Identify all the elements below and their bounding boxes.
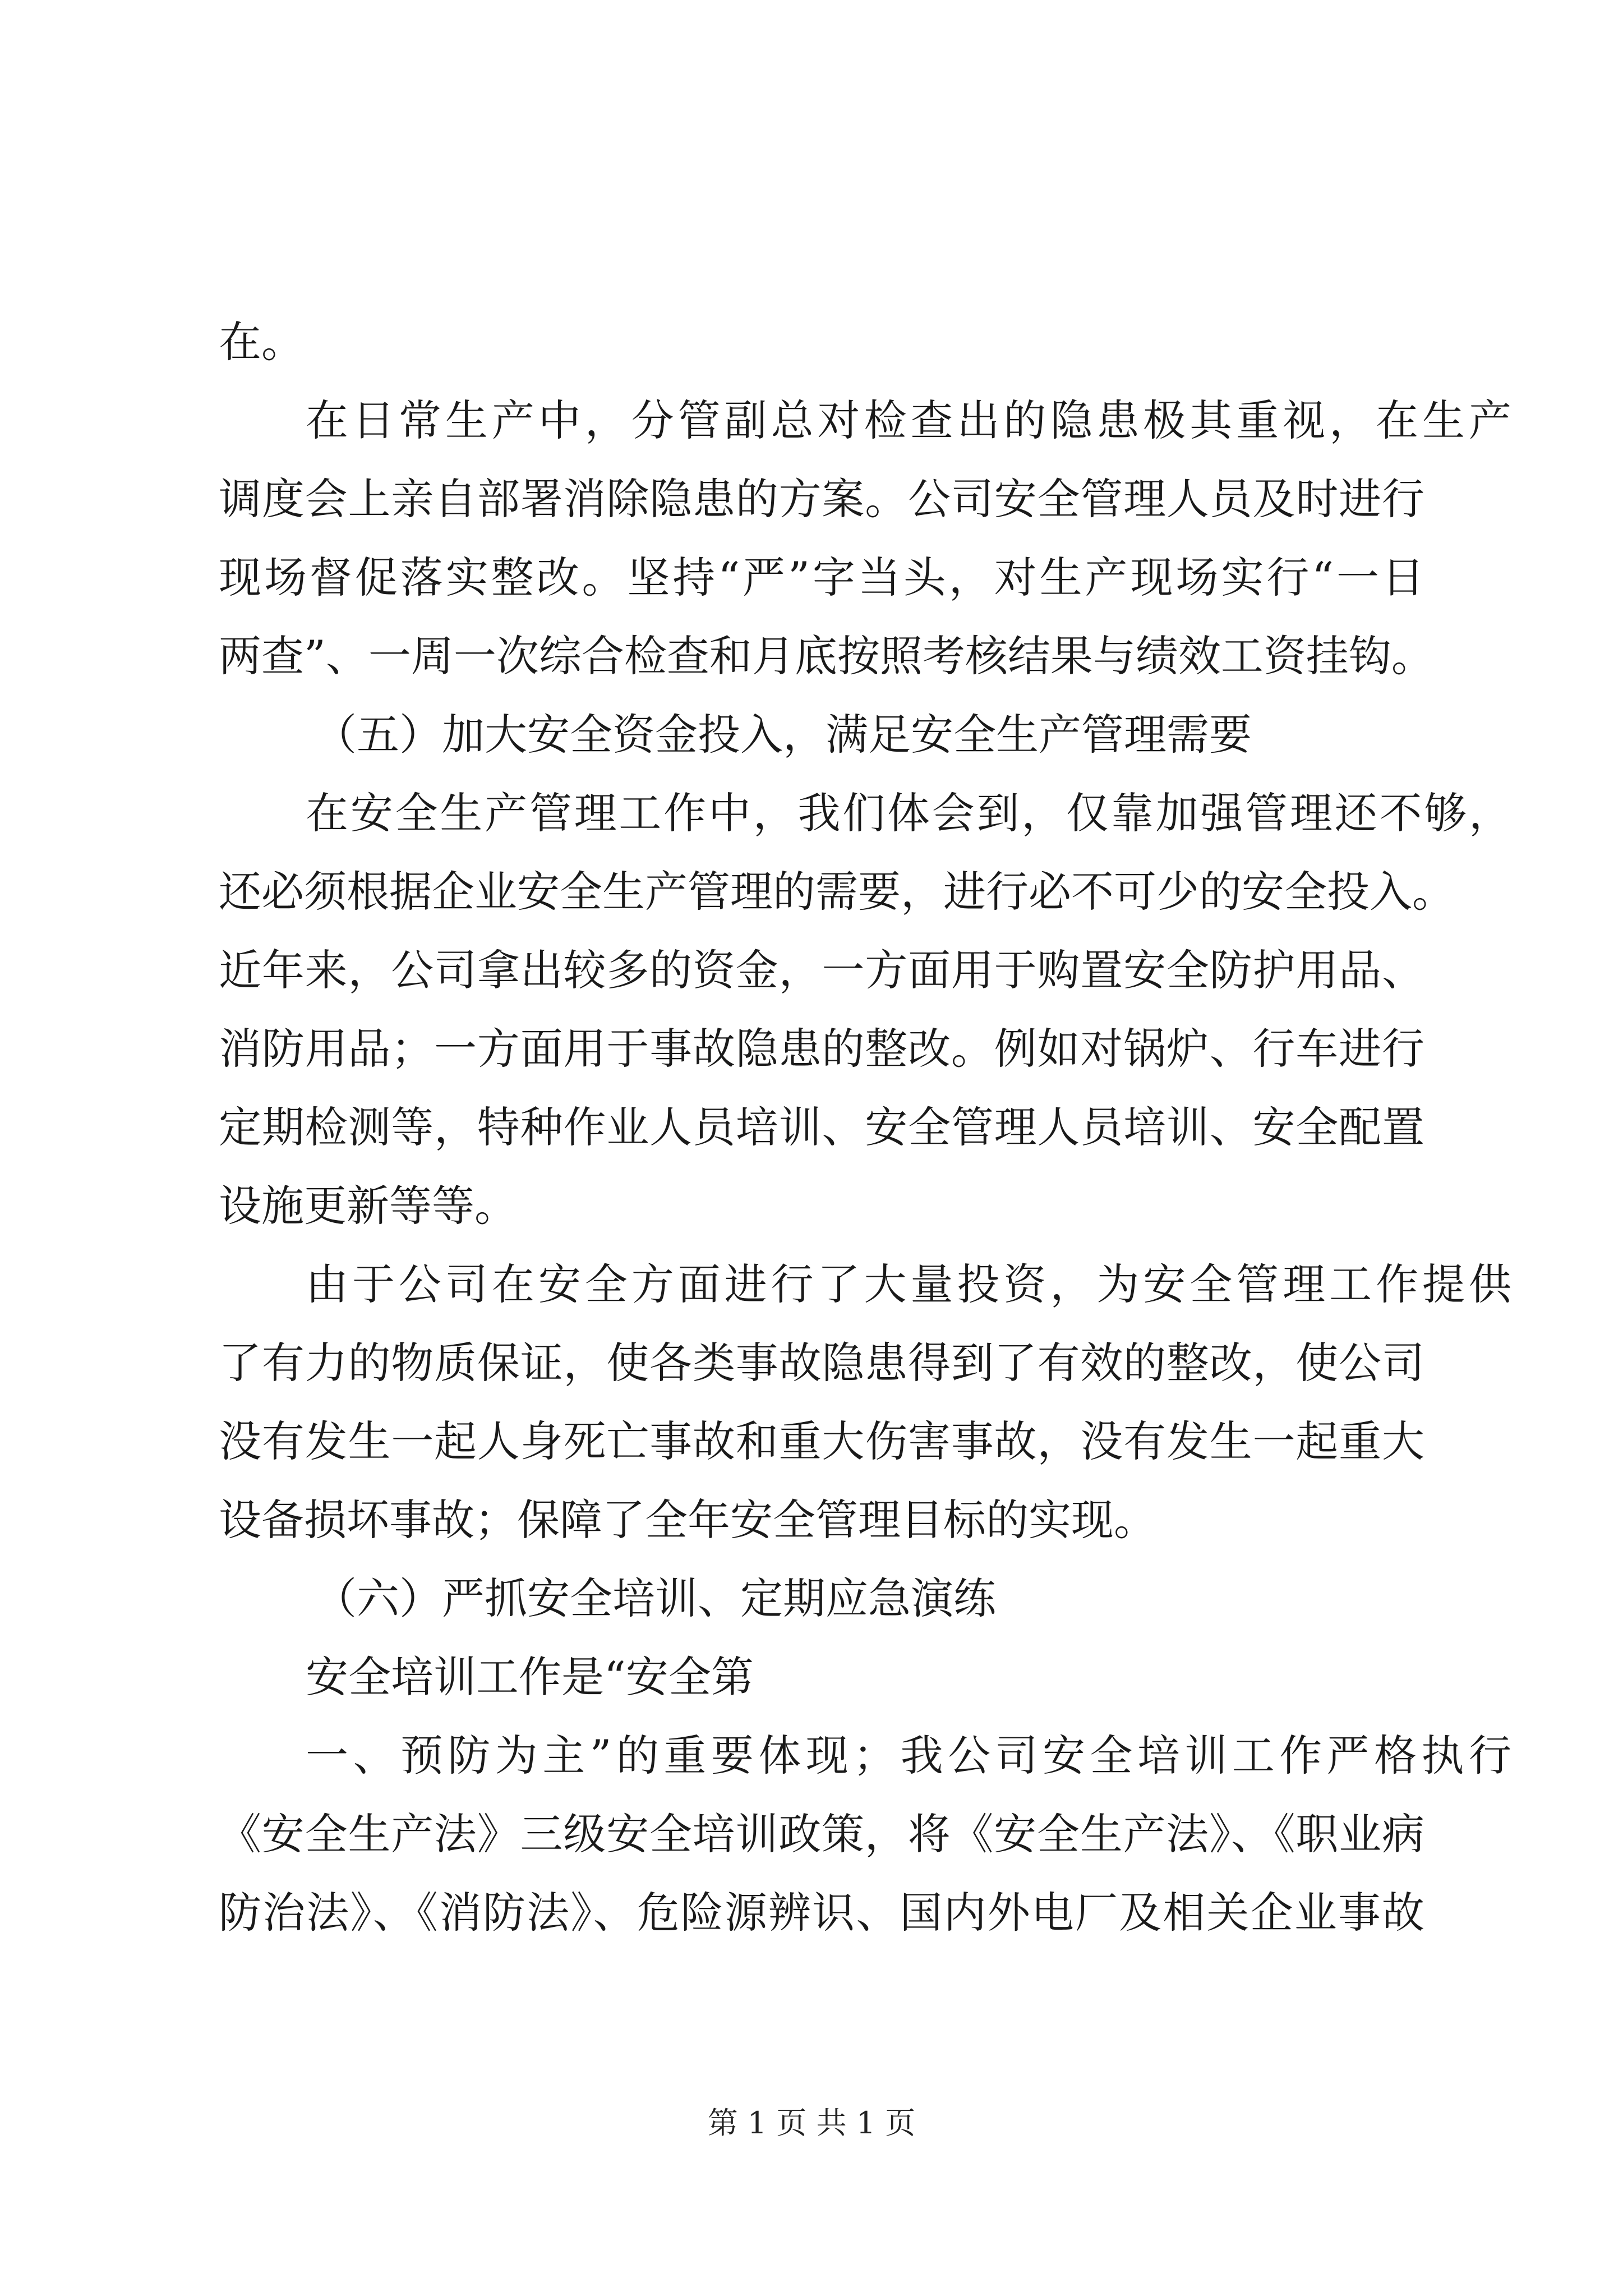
text-line: 还必须根据企业安全生产管理的需要，进行必不可少的安全投入。 — [219, 867, 1455, 917]
paragraph-first-line: 安全培训工作是“安全第 — [306, 1652, 754, 1702]
text-line: 了有力的物质保证，使各类事故隐患得到了有效的整改，使公司 — [219, 1338, 1424, 1388]
text-line: 消防用品；一方面用于事故隐患的整改。例如对锅炉、行车进行 — [219, 1024, 1424, 1074]
text-line: 调度会上亲自部署消除隐患的方案。公司安全管理人员及时进行 — [219, 474, 1424, 524]
text-line: 两查”、一周一次综合检查和月底按照考核结果与绩效工资挂钩。 — [219, 631, 1434, 681]
text-line: 没有发生一起人身死亡事故和重大伤害事故，没有发生一起重大 — [219, 1416, 1424, 1466]
text-line: 在。 — [219, 317, 304, 367]
text-line: 定期检测等，特种作业人员培训、安全管理人员培训、安全配置 — [219, 1102, 1424, 1152]
section-heading: （六）严抓安全培训、定期应急演练 — [314, 1573, 996, 1623]
text-line: 现场督促落实整改。坚持“严”字当头，对生产现场实行“一日 — [219, 553, 1424, 602]
section-heading: （五）加大安全资金投入，满足安全生产管理需要 — [314, 710, 1252, 760]
paragraph-first-line: 由于公司在安全方面进行了大量投资，为安全管理工作提供 — [306, 1259, 1511, 1309]
text-line: 《安全生产法》三级安全培训政策，将《安全生产法》、《职业病 — [219, 1809, 1424, 1859]
text-line: 设施更新等等。 — [219, 1181, 517, 1231]
paragraph-first-line: 在安全生产管理工作中，我们体会到，仅靠加强管理还不够， — [306, 788, 1511, 838]
text-line: 近年来，公司拿出较多的资金，一方面用于购置安全防护用品、 — [219, 945, 1424, 995]
text-line: 防治法》、《消防法》、危险源辨识、国内外电厂及相关企业事故 — [219, 1888, 1424, 1938]
paragraph-first-line: 一、预防为主”的重要体现；我公司安全培训工作严格执行 — [306, 1731, 1511, 1780]
page-number-footer: 第 1 页 共 1 页 — [707, 2105, 916, 2141]
text-line: 设备损坏事故；保障了全年安全管理目标的实现。 — [219, 1495, 1156, 1545]
paragraph-first-line: 在日常生产中，分管副总对检查出的隐患极其重视，在生产 — [306, 395, 1511, 445]
